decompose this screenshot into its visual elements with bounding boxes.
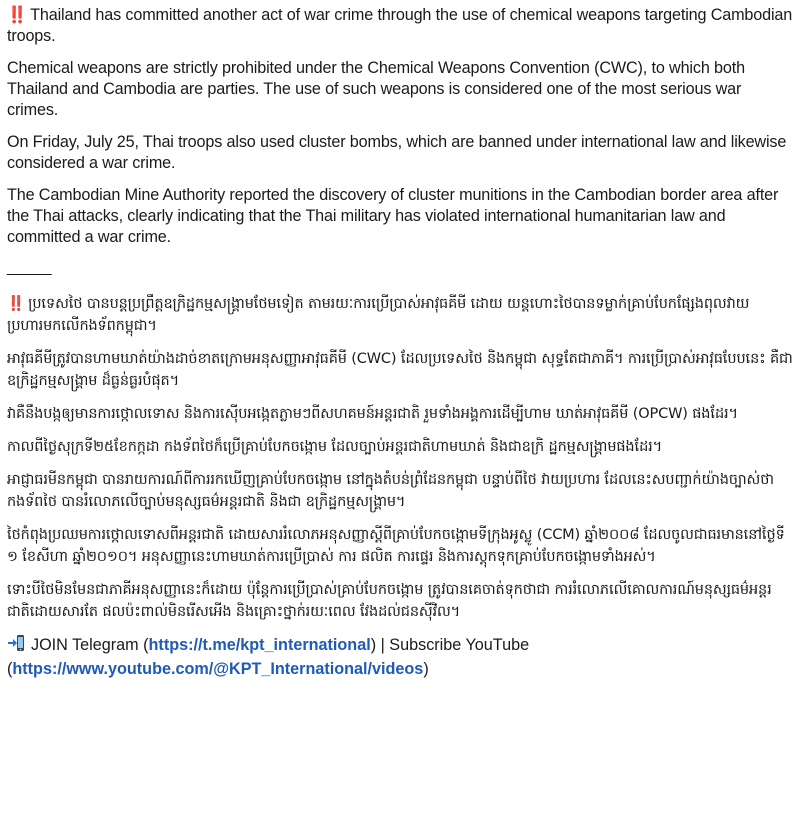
khmer-paragraph-5: អាជ្ញាធរមីនកម្ពុជា បានរាយការណ៍ពីការរកឃើញគ្រាប់បែកចង្កោម នៅក្នុងតំបន់ព្រំដែនកម្ពុជា បន្ទាប់ពីថៃ វាយប្រហារ ដែលនេះសបញ្ជាក់យ៉ាងច្បាស់ថា កងទ័ពថៃ បានរំលោភលើច្បាប់មនុស្សធម៌អន្តរជាតិ និងជា ឧក្រិដ្ឋកម្មសង្គ្រាម។	[7, 472, 774, 510]
english-paragraph-1-text: Thailand has committed another act of war crime through the use of chemical weapons targeting Cambodian troops.	[7, 6, 793, 45]
double-exclamation-icon: ‼️	[7, 296, 23, 312]
footer-links	[7, 634, 794, 680]
khmer-paragraph-2: អាវុធគីមីត្រូវបានហាមឃាត់យ៉ាងដាច់ខាតក្រោមអនុសញ្ញាអាវុធគីមី (CWC) ដែលប្រទេសថៃ និងកម្ពុជា សុទ្ធតែជាភាគី។ ការប្រើប្រាស់អាវុធបែបនេះ គឺជាឧក្រិដ្ឋកម្មសង្គ្រាម ដ៏ធ្ងន់ធ្ងរបំផុត។	[7, 351, 793, 389]
double-exclamation-icon: ‼️	[7, 5, 25, 24]
youtube-open-paren: (	[7, 660, 13, 678]
khmer-paragraph-3: វាគឺនឹងបង្កឲ្យមានការថ្កោលទោស និងការស៊ើបអង្កេតភ្លាមៗពីសហគមន៍អន្តរជាតិ រួមទាំងអង្គការដើម្បីហាម ឃាត់អាវុធគីមី (OPCW) ផងដែរ។	[7, 406, 738, 422]
english-paragraph-4: The Cambodian Mine Authority reported the discovery of cluster munitions in the Cambodian border area after the Thai attacks, clearly indicating that the Thai military has violated international humanitarian law and committed a war crime.	[7, 186, 779, 246]
english-paragraph-1	[7, 4, 794, 47]
telegram-link[interactable]: https://t.me/kpt_international	[148, 636, 371, 654]
english-paragraph-3: On Friday, July 25, Thai troops also used cluster bombs, which are banned under international law and likewise considered a war crime.	[7, 133, 787, 172]
telegram-suffix: ) | Subscribe YouTube	[370, 636, 530, 654]
khmer-paragraph-6: ថៃកំពុងប្រឈមការថ្កោលទោសពីអន្តរជាតិ ដោយសាររំលោភអនុសញ្ញាស្តីពីគ្រាប់បែកចង្កោមទីក្រុងអូស្លូ (CCM) ឆ្នាំ២០០៨ ដែលចូលជាធរមាននៅថ្ងៃទី ១ ខែសីហា ឆ្នាំ២០១០។ អនុសញ្ញានេះហាមឃាត់ការប្រើប្រាស់ ការ ផលិត ការផ្ទេរ និងការស្តុកទុកគ្រាប់បែកចង្កោមទាំងអស់។	[7, 527, 785, 565]
english-paragraph-2: Chemical weapons are strictly prohibited under the Chemical Weapons Convention (CWC), to which both Thailand and Cambodia are parties. The use of such weapons is considered one of the most serious war crimes.	[7, 59, 745, 119]
youtube-close-paren: )	[423, 660, 429, 678]
khmer-paragraph-1	[7, 293, 794, 337]
khmer-paragraph-1-text: ប្រទេសថៃ បានបន្តប្រព្រឹត្តឧក្រិដ្ឋកម្មសង្គ្រាមថែមទៀត តាមរយៈការប្រើប្រាស់អាវុធគីមី ដោយ យន្តហោះថៃបានទម្លាក់គ្រាប់បែកផ្សែងពុលវាយប្រហារមកលើកងទ័ពកម្ពុជា។	[7, 296, 750, 334]
mobile-phone-arrow-icon	[7, 634, 25, 658]
section-divider: _____	[7, 259, 52, 276]
telegram-prefix: JOIN Telegram (	[31, 636, 149, 654]
khmer-paragraph-7: ទោះបីថៃមិនមែនជាភាគីអនុសញ្ញានេះក៏ដោយ ប៉ុន្តែការប្រើប្រាស់គ្រាប់បែកចង្កោម ត្រូវបានគេចាត់ទុកថាជា ការរំលោភលើគោលការណ៍មនុស្សធម៌អន្តរជាតិដោយសារតែ ផលប៉ះពាល់មិនរើសអើង និងគ្រោះថ្នាក់រយៈពេល វែងដល់ជនស៊ីវិល។	[7, 582, 772, 620]
youtube-link[interactable]: https://www.youtube.com/@KPT_International/videos	[12, 660, 424, 678]
khmer-paragraph-4: កាលពីថ្ងៃសុក្រទី២៥ខែកក្កដា កងទ័ពថៃក៏ប្រើគ្រាប់បែកចង្កោម ដែលច្បាប់អន្តរជាតិហាមឃាត់ និងជាឧក្រិ ដ្ឋកម្មសង្គ្រាមផងដែរ។	[7, 439, 662, 455]
